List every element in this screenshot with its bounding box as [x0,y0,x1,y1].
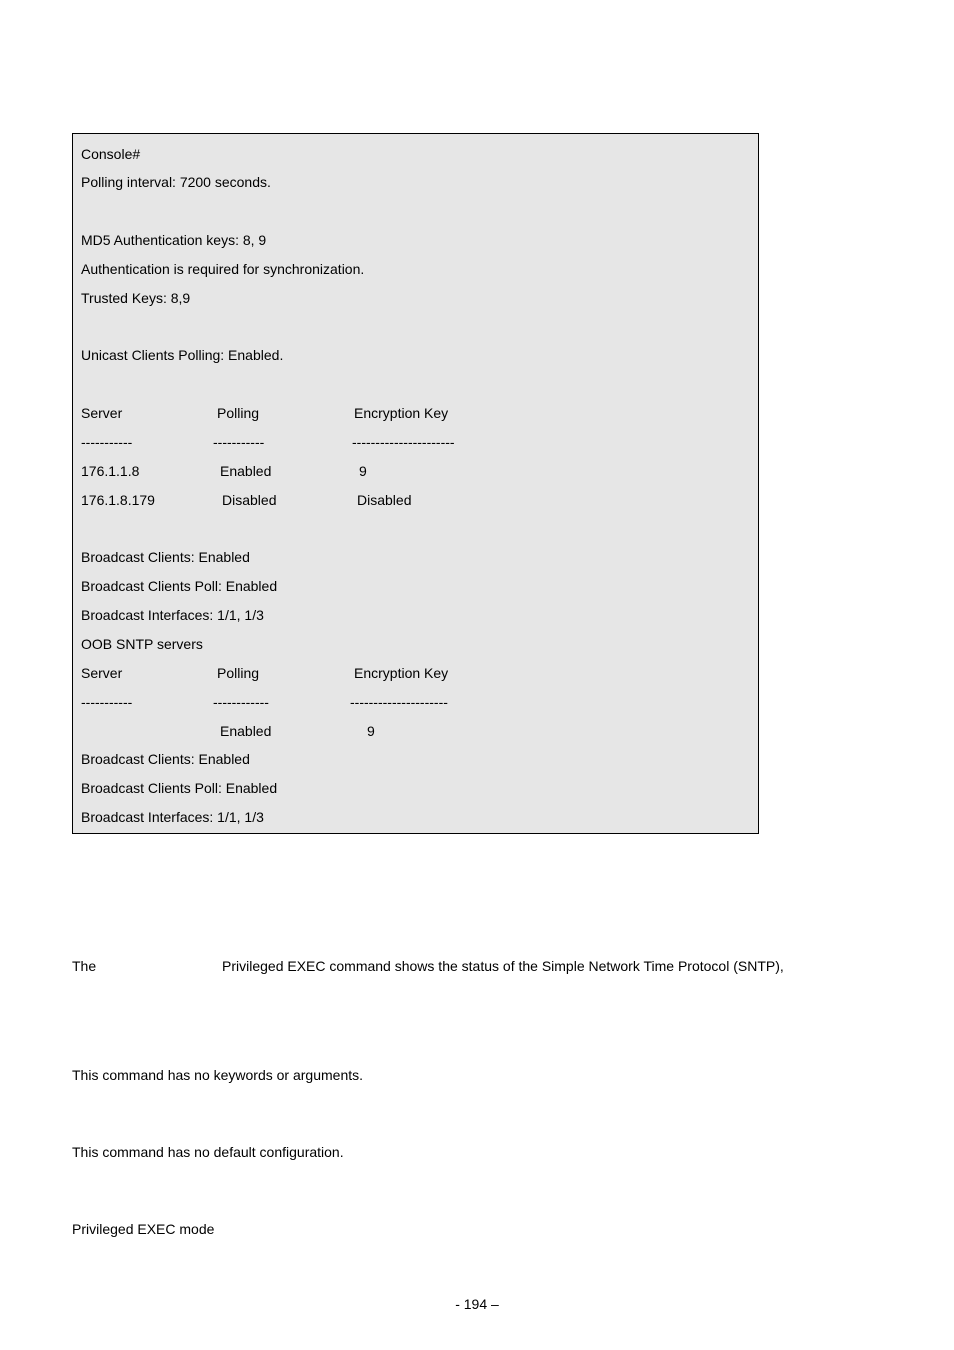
broadcast-clients: Broadcast Clients: Enabled [81,549,250,565]
console-prompt: Console# [81,146,141,162]
table2-row1-encryption-key: 9 [367,723,375,739]
table2-header-polling: Polling [217,665,260,681]
broadcast-clients-poll: Broadcast Clients Poll: Enabled [81,578,278,594]
page-number: - 194 – [455,1296,499,1312]
trusted-keys: Trusted Keys: 8,9 [81,290,191,306]
description-text: Privileged EXEC command shows the status of the Simple Network Time Protocol (SNTP), [222,958,784,974]
default-configuration-text: This command has no default configuration. [72,1144,344,1160]
table2-separator-server: ----------- [81,694,133,710]
table2-separator-polling: ------------ [213,694,269,710]
polling-interval: Polling interval: 7200 seconds. [81,174,271,190]
table1-row1-polling: Enabled [220,463,272,479]
unicast-polling: Unicast Clients Polling: Enabled. [81,347,284,363]
broadcast-interfaces: Broadcast Interfaces: 1/1, 1/3 [81,607,264,623]
table1-row2-encryption-key: Disabled [357,492,412,508]
table1-header-server: Server [81,405,123,421]
table1-separator-encryption-key: ---------------------- [352,434,455,450]
md5-keys: MD5 Authentication keys: 8, 9 [81,232,267,248]
oob-sntp-servers-title: OOB SNTP servers [81,636,203,652]
table1-separator-server: ----------- [81,434,133,450]
table1-header-encryption-key: Encryption Key [354,405,449,421]
table1-row1-encryption-key: 9 [359,463,367,479]
table2-row1-polling: Enabled [220,723,272,739]
broadcast-clients-poll-oob: Broadcast Clients Poll: Enabled [81,780,278,796]
table1-row2-server: 176.1.8.179 [81,492,155,508]
table2-header-encryption-key: Encryption Key [354,665,449,681]
table1-header-polling: Polling [217,405,260,421]
broadcast-interfaces-oob: Broadcast Interfaces: 1/1, 1/3 [81,809,264,825]
description-the: The [72,958,97,974]
syntax-text: This command has no keywords or arguments. [72,1067,364,1083]
broadcast-clients-oob: Broadcast Clients: Enabled [81,751,250,767]
table1-row1-server: 176.1.1.8 [81,463,140,479]
auth-required: Authentication is required for synchronization. [81,261,365,277]
console-output-box [72,133,759,834]
table2-separator-encryption-key: --------------------- [350,694,448,710]
table1-separator-polling: ----------- [213,434,265,450]
command-mode-text: Privileged EXEC mode [72,1221,215,1237]
table1-row2-polling: Disabled [222,492,277,508]
table2-header-server: Server [81,665,123,681]
